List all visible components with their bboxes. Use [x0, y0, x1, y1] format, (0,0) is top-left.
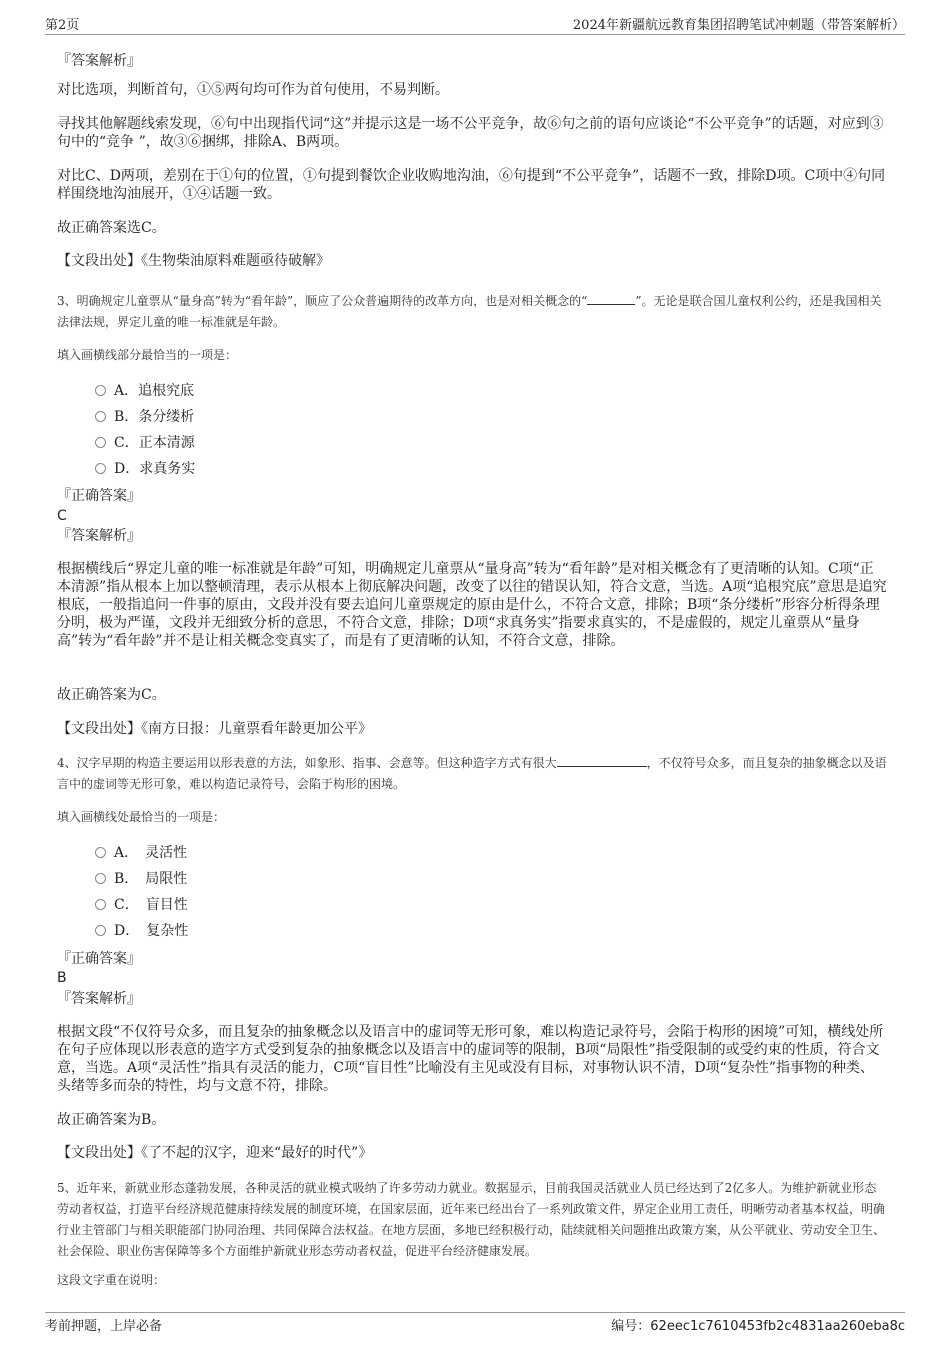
- radio-icon[interactable]: [95, 899, 106, 910]
- document-code: 编号：62eec1c7610453fb2c4831aa260eba8c: [611, 1319, 905, 1334]
- q4-prompt: 填入画横线处最恰当的一项是：: [57, 810, 226, 824]
- radio-icon[interactable]: [95, 847, 106, 858]
- radio-icon[interactable]: [95, 437, 106, 448]
- q3-analysis-heading: 『答案解析』: [57, 528, 141, 544]
- answer-blank: [587, 291, 635, 305]
- radio-icon[interactable]: [95, 385, 106, 396]
- q3-option-c[interactable]: C．正本清源: [95, 434, 195, 452]
- q3-analysis: 根据横线后“界定儿童的唯一标准就是年龄”可知，明确规定儿童票从“量身高”转为“看年龄”是对相关概念有了更清晰的认知。C项“正本清源”指从根本上加以整顿清理，表示从根本上彻底解决问题，改变了以往的错误认知，符合文意，当选。A项“追根究底”意思是追究根底，一般指追问一件事的原由，文段并没有要去追问儿童票规定的原由是什么，不符合文意，排除；B项“条分缕析”形容分析得条理分明，极为严谨，文段并无细致分析的意思，不符合文意，排除；D项“求真务实”指要求真实的，不是虚假的，规定儿童票从“量身高”转为“看年龄”并不是让相关概念变真实了，而是有了更清晰的认知，不符合文意，排除。: [57, 561, 887, 649]
- q4-stem: 4、汉字早期的构造主要运用以形表意的方法，如象形、指事、会意等。但这种造字方式有很大 ，不仅符号众多，而且复杂的抽象概念以及语言中的虚词等无形可象，难以构造记录符号，会陷于构形的困境。: [57, 753, 887, 795]
- q4-analysis: 根据文段“不仅符号众多，而且复杂的抽象概念以及语言中的虚词等无形可象，难以构造记录符号，会陷于构形的困境”可知，横线处所在句子应体现以形表意的造字方式受到复杂的抽象概念以及语言中的虚词等的限制，B项“局限性”指受限制的或受约束的性质，符合文意，当选。A项“灵活性”指具有灵活的能力，C项“盲目性”比喻没有主见或没有目标，对事物认识不清，D项“复杂性”指事物的种类、头绪等多而杂的特性，均与文意不符，排除。: [57, 1024, 884, 1094]
- q2-conclusion: 故正确答案选C。: [57, 220, 166, 236]
- q3-correct-heading: 『正确答案』: [57, 488, 141, 504]
- radio-icon[interactable]: [95, 925, 106, 936]
- q4-analysis-heading: 『答案解析』: [57, 991, 141, 1007]
- q2-analysis-heading: 『答案解析』: [57, 53, 141, 69]
- q3-option-a[interactable]: A．追根究底: [95, 382, 194, 400]
- q3-stem: 3、明确规定儿童票从“量身高”转为“看年龄”，顺应了公众普遍期待的改革方向，也是对相关概念的“ ”。无论是联合国儿童权利公约，还是我国相关法律法规，界定儿童的唯一标准就是年龄。: [57, 291, 887, 333]
- q4-source: 【文段出处】《了不起的汉字，迎来“最好的时代”》: [57, 1145, 373, 1161]
- q2-analysis-para1: 对比选项，判断首句，①⑤两句均可作为首句使用，不易判断。: [57, 82, 449, 98]
- page-header: [45, 0, 905, 35]
- q3-conclusion: 故正确答案为C。: [57, 687, 166, 703]
- q4-option-c[interactable]: C． 盲目性: [95, 896, 188, 914]
- q3-option-d[interactable]: D．求真务实: [95, 460, 195, 478]
- q5-prompt: 这段文字重在说明：: [57, 1273, 166, 1287]
- q2-analysis-para2: 寻找其他解题线索发现，⑥句中出现指代词“这”并提示这是一场不公平竞争，故⑥句之前的语句应谈论“不公平竞争”的话题，对应到③句中的“竞争 ”，故③⑥捆绑，排除A、B两项。: [57, 116, 884, 150]
- page-number: 第2页: [45, 18, 80, 33]
- q3-correct-answer: C: [57, 508, 67, 524]
- radio-icon[interactable]: [95, 411, 106, 422]
- footer-slogan: 考前押题，上岸必备: [45, 1319, 163, 1334]
- q5-stem: 5、近年来，新就业形态蓬勃发展，各种灵活的就业模式吸纳了许多劳动力就业。数据显示，目前我国灵活就业人员已经达到了2亿多人。为维护新就业形态劳动者权益，打造平台经济规范健康持续发展的制度环境，在国家层面，近年来已经出台了一系列政策文件，界定企业用工责任，明晰劳动者基本权益，明确行业主管部门与相关职能部门协同治理、共同保障合法权益。在地方层面，多地已经积极行动，陆续就相关问题推出政策方案，从公平就业、劳动安全卫生、社会保险、职业伤害保障等多个方面维护新就业形态劳动者权益，促进平台经济健康发展。: [57, 1181, 886, 1258]
- answer-blank: [557, 753, 647, 767]
- q3-prompt: 填入画横线部分最恰当的一项是：: [57, 348, 238, 362]
- q3-source: 【文段出处】《南方日报：儿童票看年龄更加公平》: [57, 721, 372, 737]
- radio-icon[interactable]: [95, 463, 106, 474]
- q2-analysis-para3: 对比C、D两项，差别在于①句的位置，①句提到餐饮企业收购地沟油，⑥句提到“不公平竞争”，话题不一致，排除D项。C项中④句同样围绕地沟油展开，①④话题一致。: [57, 168, 886, 202]
- q4-option-a[interactable]: A． 灵活性: [95, 844, 187, 862]
- q4-correct-answer: B: [57, 970, 67, 986]
- q4-option-d[interactable]: D． 复杂性: [95, 922, 188, 940]
- q4-correct-heading: 『正确答案』: [57, 951, 141, 967]
- q4-conclusion: 故正确答案为B。: [57, 1112, 166, 1128]
- page-footer: [45, 1312, 905, 1334]
- q3-option-b[interactable]: B．条分缕析: [95, 408, 194, 426]
- q2-source: 【文段出处】《生物柴油原料难题亟待破解》: [57, 253, 330, 269]
- q4-option-b[interactable]: B． 局限性: [95, 870, 187, 888]
- document-title: 2024年新疆航远教育集团招聘笔试冲刺题（带答案解析）: [572, 18, 905, 33]
- radio-icon[interactable]: [95, 873, 106, 884]
